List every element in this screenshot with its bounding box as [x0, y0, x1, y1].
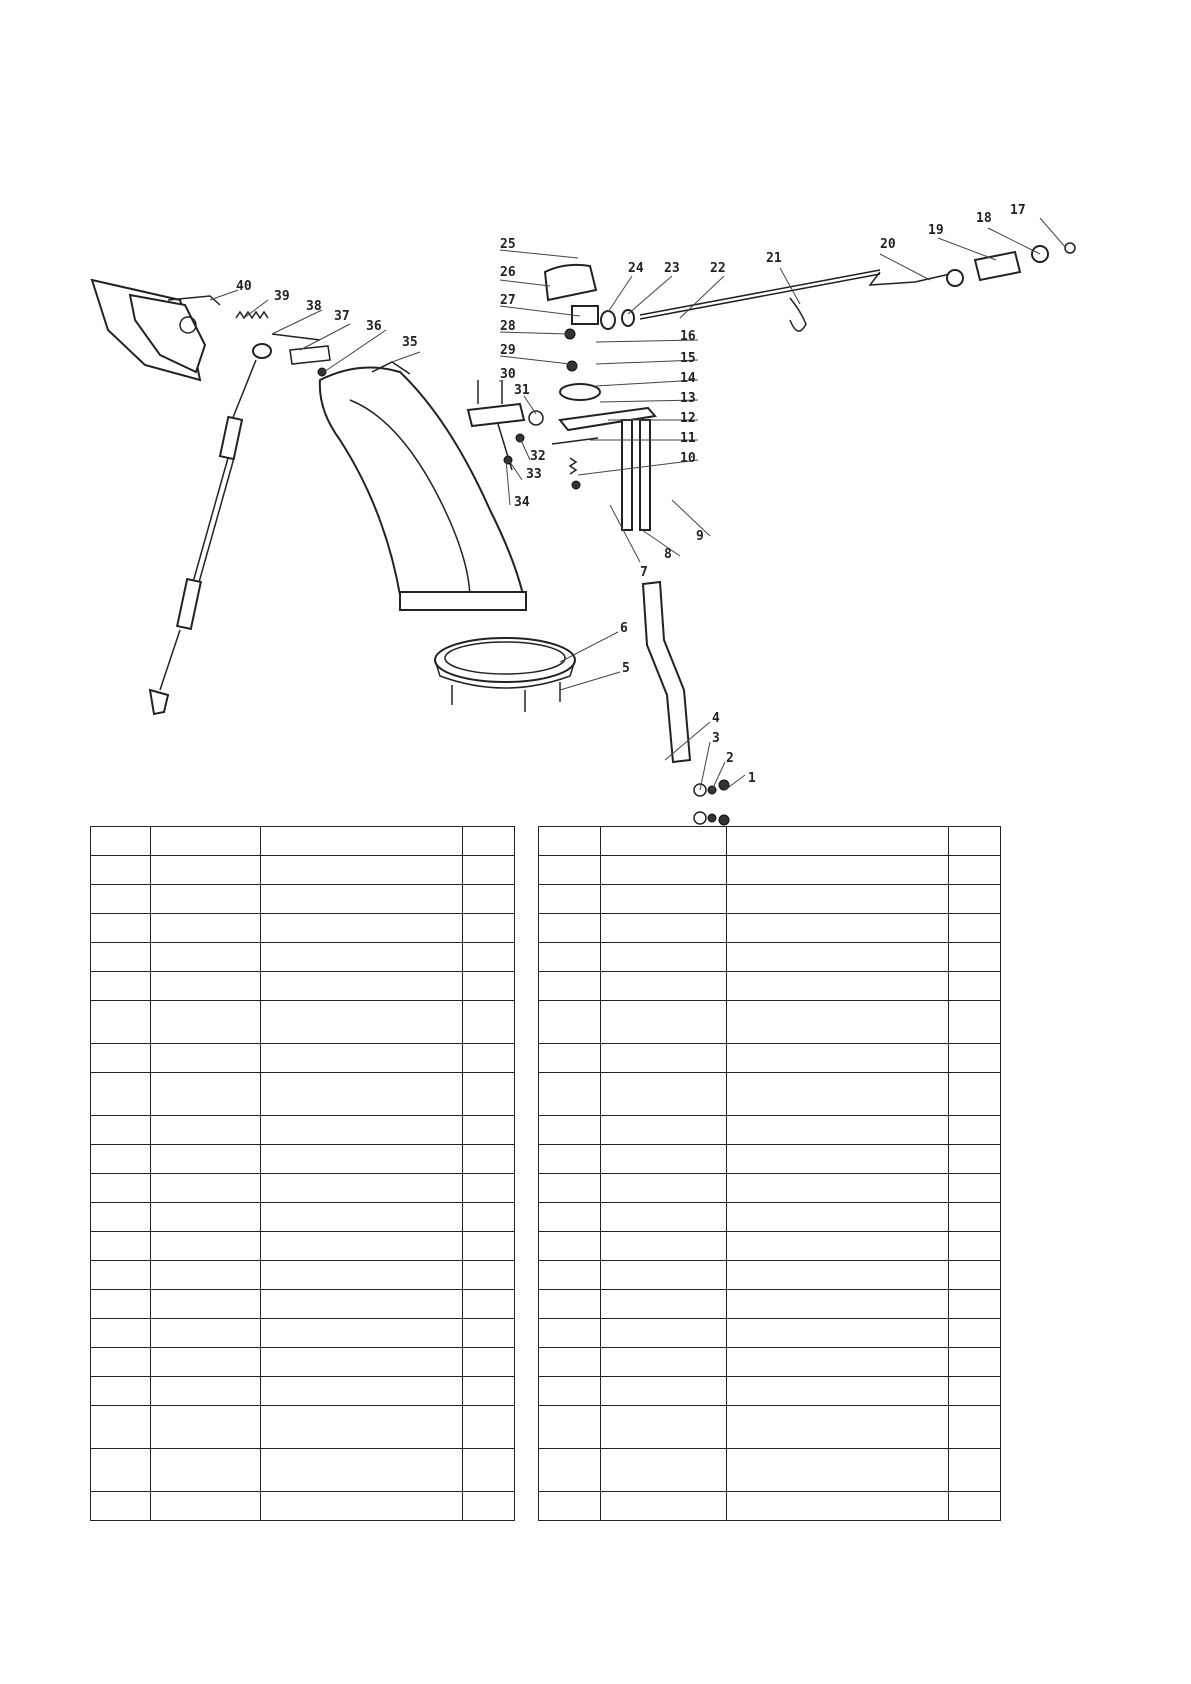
table-cell [91, 1073, 151, 1116]
table-cell [261, 1203, 463, 1232]
table-cell [151, 1377, 261, 1406]
table-row [91, 1406, 515, 1449]
table-cell [727, 1174, 949, 1203]
table-cell [949, 1001, 1001, 1044]
table-cell [949, 1290, 1001, 1319]
table-cell [151, 1001, 261, 1044]
table-row [539, 943, 1001, 972]
table-cell [151, 1261, 261, 1290]
callout-29: 29 [500, 343, 516, 358]
table-cell [601, 1290, 727, 1319]
table-cell [601, 914, 727, 943]
table-cell [91, 1001, 151, 1044]
table-cell [949, 1492, 1001, 1521]
table-row [539, 827, 1001, 856]
table-cell [463, 1145, 515, 1174]
table-cell [539, 1145, 601, 1174]
table-row [91, 943, 515, 972]
table-cell [91, 914, 151, 943]
table-cell [91, 1319, 151, 1348]
callout-31: 31 [514, 383, 530, 398]
table-cell [601, 1377, 727, 1406]
callout-33: 33 [526, 467, 542, 482]
callout-1: 1 [748, 771, 756, 786]
table-cell [539, 1001, 601, 1044]
table-cell [539, 1044, 601, 1073]
table-cell [261, 1492, 463, 1521]
table-cell [91, 827, 151, 856]
callout-3: 3 [712, 731, 720, 746]
table-row [539, 972, 1001, 1001]
table-cell [151, 1406, 261, 1449]
table-cell [151, 1145, 261, 1174]
table-cell [151, 1073, 261, 1116]
table-cell [727, 1203, 949, 1232]
table-cell [151, 1449, 261, 1492]
table-cell [261, 885, 463, 914]
callout-18: 18 [976, 211, 992, 226]
table-row [91, 1232, 515, 1261]
table-cell [727, 943, 949, 972]
table-cell [463, 1232, 515, 1261]
table-cell [539, 1290, 601, 1319]
table-row [539, 1348, 1001, 1377]
table-cell [151, 1232, 261, 1261]
table-row [91, 914, 515, 943]
table-cell [261, 1319, 463, 1348]
callout-34: 34 [514, 495, 530, 510]
table-cell [727, 1406, 949, 1449]
table-row [91, 827, 515, 856]
table-row [91, 1492, 515, 1521]
chute-base-ring [435, 638, 575, 712]
table-cell [727, 914, 949, 943]
control-cable [150, 360, 256, 714]
table-cell [151, 1319, 261, 1348]
callout-30: 30 [500, 367, 516, 382]
callout-23: 23 [664, 261, 680, 276]
table-cell [601, 1203, 727, 1232]
callout-38: 38 [306, 299, 322, 314]
table-cell [91, 1449, 151, 1492]
table-cell [949, 1406, 1001, 1449]
table-cell [727, 856, 949, 885]
callout-9: 9 [696, 529, 704, 544]
table-cell [261, 827, 463, 856]
table-cell [463, 972, 515, 1001]
table-cell [949, 1449, 1001, 1492]
table-cell [463, 1377, 515, 1406]
table-cell [539, 885, 601, 914]
table-row [539, 885, 1001, 914]
table-cell [261, 972, 463, 1001]
table-cell [463, 1290, 515, 1319]
table-cell [949, 1319, 1001, 1348]
table-row [539, 1492, 1001, 1521]
table-cell [463, 1492, 515, 1521]
table-row [539, 1319, 1001, 1348]
table-cell [601, 943, 727, 972]
table-cell [539, 1449, 601, 1492]
table-cell [727, 827, 949, 856]
table-cell [539, 943, 601, 972]
callout-7: 7 [640, 565, 648, 580]
table-cell [261, 1348, 463, 1377]
table-cell [151, 1348, 261, 1377]
table-cell [91, 1348, 151, 1377]
table-cell [949, 972, 1001, 1001]
table-cell [91, 1116, 151, 1145]
table-cell [91, 943, 151, 972]
spring-assembly [236, 312, 330, 376]
callout-2: 2 [726, 751, 734, 766]
table-cell [727, 1232, 949, 1261]
table-cell [261, 1290, 463, 1319]
table-cell [727, 1377, 949, 1406]
table-cell [463, 1261, 515, 1290]
table-cell [601, 856, 727, 885]
table-cell [151, 856, 261, 885]
table-cell [539, 1406, 601, 1449]
table-cell [539, 1319, 601, 1348]
table-cell [151, 1174, 261, 1203]
table-cell [463, 827, 515, 856]
table-cell [261, 1073, 463, 1116]
exploded-parts-diagram [0, 0, 1191, 830]
table-row [539, 1116, 1001, 1145]
callout-11: 11 [680, 431, 696, 446]
table-cell [91, 1044, 151, 1073]
table-cell [261, 1261, 463, 1290]
table-cell [601, 1232, 727, 1261]
table-cell [91, 885, 151, 914]
table-cell [91, 1232, 151, 1261]
table-cell [151, 972, 261, 1001]
table-cell [463, 1319, 515, 1348]
table-cell [539, 1377, 601, 1406]
table-cell [949, 1073, 1001, 1116]
table-row [539, 1001, 1001, 1044]
table-cell [601, 1001, 727, 1044]
callout-8: 8 [664, 547, 672, 562]
table-cell [601, 1044, 727, 1073]
table-row [539, 914, 1001, 943]
table-cell [261, 1044, 463, 1073]
callout-24: 24 [628, 261, 644, 276]
table-row [91, 1348, 515, 1377]
table-cell [601, 1073, 727, 1116]
table-cell [463, 943, 515, 972]
table-cell [949, 885, 1001, 914]
table-cell [261, 1145, 463, 1174]
table-cell [949, 914, 1001, 943]
table-row [539, 1449, 1001, 1492]
table-cell [91, 1377, 151, 1406]
callout-14: 14 [680, 371, 696, 386]
table-cell [601, 1261, 727, 1290]
table-row [91, 1449, 515, 1492]
table-cell [91, 1290, 151, 1319]
table-row [91, 1174, 515, 1203]
table-cell [949, 1044, 1001, 1073]
table-cell [727, 1145, 949, 1174]
table-row [91, 1290, 515, 1319]
callout-19: 19 [928, 223, 944, 238]
table-cell [539, 1116, 601, 1145]
table-cell [949, 856, 1001, 885]
table-cell [727, 1073, 949, 1116]
table-cell [601, 827, 727, 856]
callout-13: 13 [680, 391, 696, 406]
table-cell [727, 1449, 949, 1492]
callout-26: 26 [500, 265, 516, 280]
callout-4: 4 [712, 711, 720, 726]
table-cell [601, 885, 727, 914]
table-cell [151, 1044, 261, 1073]
table-cell [949, 1145, 1001, 1174]
table-row [539, 1073, 1001, 1116]
table-cell [151, 914, 261, 943]
table-cell [727, 1290, 949, 1319]
table-cell [151, 1203, 261, 1232]
table-row [539, 1261, 1001, 1290]
table-cell [261, 914, 463, 943]
table-cell [727, 1319, 949, 1348]
table-cell [261, 1116, 463, 1145]
table-cell [463, 1203, 515, 1232]
table-cell [539, 914, 601, 943]
callout-27: 27 [500, 293, 516, 308]
table-cell [727, 1492, 949, 1521]
table-cell [949, 943, 1001, 972]
table-cell [601, 1319, 727, 1348]
table-cell [539, 827, 601, 856]
table-cell [91, 1145, 151, 1174]
callout-17: 17 [1010, 203, 1026, 218]
table-cell [539, 856, 601, 885]
table-row [539, 1044, 1001, 1073]
table-cell [151, 1492, 261, 1521]
table-cell [261, 1174, 463, 1203]
callout-12: 12 [680, 411, 696, 426]
table-row [539, 1377, 1001, 1406]
table-cell [91, 856, 151, 885]
table-cell [463, 1116, 515, 1145]
table-cell [91, 1203, 151, 1232]
table-cell [261, 1406, 463, 1449]
callout-40: 40 [236, 279, 252, 294]
table-cell [463, 1449, 515, 1492]
table-row [91, 1203, 515, 1232]
table-cell [949, 1116, 1001, 1145]
callout-22: 22 [710, 261, 726, 276]
table-row [91, 1116, 515, 1145]
table-row [539, 1174, 1001, 1203]
table-row [91, 1073, 515, 1116]
table-cell [261, 1377, 463, 1406]
table-cell [151, 827, 261, 856]
table-cell [727, 885, 949, 914]
table-cell [463, 1001, 515, 1044]
support-bar [643, 582, 729, 825]
table-row [91, 1261, 515, 1290]
parts-table-left [90, 826, 515, 1521]
table-cell [949, 1232, 1001, 1261]
table-row [91, 1001, 515, 1044]
callout-10: 10 [680, 451, 696, 466]
callout-15: 15 [680, 351, 696, 366]
table-row [91, 1377, 515, 1406]
table-cell [539, 972, 601, 1001]
callout-5: 5 [622, 661, 630, 676]
table-row [91, 885, 515, 914]
callout-28: 28 [500, 319, 516, 334]
table-cell [949, 1377, 1001, 1406]
table-cell [261, 1449, 463, 1492]
table-cell [727, 1348, 949, 1377]
deflector-chute [92, 280, 220, 380]
table-cell [91, 1492, 151, 1521]
table-cell [949, 1203, 1001, 1232]
table-cell [601, 1348, 727, 1377]
table-cell [949, 827, 1001, 856]
table-row [539, 856, 1001, 885]
table-row [91, 1319, 515, 1348]
callout-25: 25 [500, 237, 516, 252]
table-cell [539, 1073, 601, 1116]
table-cell [91, 1406, 151, 1449]
table-cell [949, 1174, 1001, 1203]
table-cell [601, 972, 727, 1001]
table-cell [539, 1261, 601, 1290]
table-cell [949, 1348, 1001, 1377]
callout-37: 37 [334, 309, 350, 324]
callout-16: 16 [680, 329, 696, 344]
callout-35: 35 [402, 335, 418, 350]
table-cell [261, 1232, 463, 1261]
callout-6: 6 [620, 621, 628, 636]
leader-lines [210, 218, 1066, 790]
table-cell [463, 856, 515, 885]
table-row [91, 1145, 515, 1174]
table-cell [539, 1203, 601, 1232]
callout-32: 32 [530, 449, 546, 464]
table-cell [463, 1044, 515, 1073]
crank-rod [601, 243, 1075, 331]
table-cell [727, 972, 949, 1001]
table-row [539, 1145, 1001, 1174]
table-cell [151, 1116, 261, 1145]
main-chute [320, 362, 526, 610]
table-cell [727, 1001, 949, 1044]
table-row [91, 1044, 515, 1073]
table-cell [949, 1261, 1001, 1290]
parts-table-right [538, 826, 1001, 1521]
table-cell [91, 1261, 151, 1290]
table-row [539, 1232, 1001, 1261]
table-cell [539, 1348, 601, 1377]
table-row [539, 1203, 1001, 1232]
table-cell [539, 1174, 601, 1203]
table-cell [727, 1116, 949, 1145]
table-cell [601, 1116, 727, 1145]
table-row [539, 1406, 1001, 1449]
callout-39: 39 [274, 289, 290, 304]
table-cell [727, 1044, 949, 1073]
table-cell [463, 885, 515, 914]
table-cell [463, 1348, 515, 1377]
table-cell [601, 1449, 727, 1492]
table-cell [601, 1492, 727, 1521]
table-cell [539, 1492, 601, 1521]
table-cell [463, 1406, 515, 1449]
table-cell [601, 1145, 727, 1174]
table-cell [91, 1174, 151, 1203]
table-cell [151, 943, 261, 972]
callout-36: 36 [366, 319, 382, 334]
callout-21: 21 [766, 251, 782, 266]
table-cell [91, 972, 151, 1001]
table-cell [261, 943, 463, 972]
callout-20: 20 [880, 237, 896, 252]
table-cell [261, 856, 463, 885]
table-cell [601, 1174, 727, 1203]
table-cell [261, 1001, 463, 1044]
table-cell [539, 1232, 601, 1261]
table-cell [601, 1406, 727, 1449]
table-cell [727, 1261, 949, 1290]
table-cell [151, 885, 261, 914]
table-cell [463, 1073, 515, 1116]
table-cell [151, 1290, 261, 1319]
table-cell [463, 1174, 515, 1203]
table-cell [463, 914, 515, 943]
table-row [91, 972, 515, 1001]
table-row [91, 856, 515, 885]
table-row [539, 1290, 1001, 1319]
